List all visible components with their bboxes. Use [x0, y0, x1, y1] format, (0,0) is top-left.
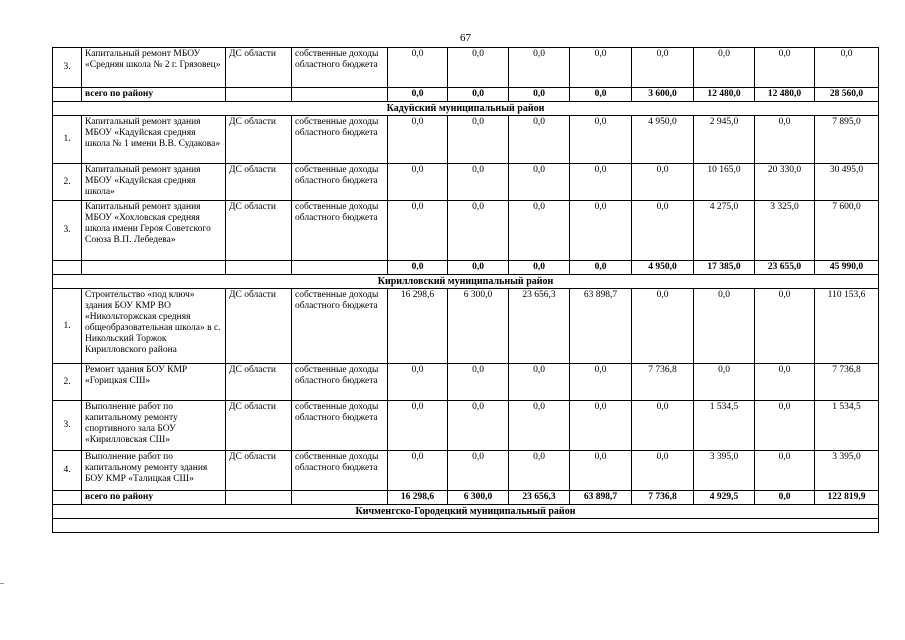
value-cell: 3 325,0: [755, 201, 815, 261]
value-cell: 0,0: [815, 48, 879, 88]
value-cell: 0,0: [388, 401, 448, 451]
funding-source: собственные доходы областного бюджета: [292, 48, 388, 88]
value-cell: 7 600,0: [815, 201, 879, 261]
row-number: 2.: [53, 364, 82, 401]
value-cell: 0,0: [694, 364, 755, 401]
value-cell: 0,0: [509, 364, 570, 401]
value-cell: 1 534,5: [694, 401, 755, 451]
funding-source: собственные доходы областного бюджета: [292, 116, 388, 164]
customer-cell: ДС области: [226, 364, 292, 401]
spacer-cell: [292, 491, 388, 505]
item-row: [53, 201, 879, 261]
object-name: Выполнение работ по капитальному ремонту спортивного зала БОУ «Кирилловская СШ»: [82, 401, 226, 451]
customer-cell: ДС области: [226, 48, 292, 88]
total-value-cell: 0,0: [509, 261, 570, 275]
object-name: Строительство «под ключ» здания БОУ КМР ВО «Никольторжская средняя общеобразовательная школа» в с. Никольский Торжок Кирилловского района: [82, 289, 226, 364]
value-cell: 0,0: [755, 48, 815, 88]
value-cell: 0,0: [755, 289, 815, 364]
value-cell: 0,0: [448, 451, 509, 491]
value-cell: 0,0: [570, 48, 632, 88]
value-cell: 0,0: [694, 48, 755, 88]
row-number: 3.: [53, 401, 82, 451]
spacer-cell: [53, 261, 82, 275]
value-cell: 7 736,8: [815, 364, 879, 401]
spacer-cell: [292, 261, 388, 275]
spacer-cell: [292, 88, 388, 102]
value-cell: 0,0: [755, 451, 815, 491]
value-cell: 0,0: [509, 451, 570, 491]
value-cell: 0,0: [509, 401, 570, 451]
spacer-cell: [226, 491, 292, 505]
total-value-cell: 0,0: [388, 88, 448, 102]
district-heading: Кадуйский муниципальный район: [53, 102, 879, 116]
value-cell: 3 395,0: [815, 451, 879, 491]
total-value-cell: 0,0: [448, 261, 509, 275]
total-row: [53, 491, 879, 505]
value-cell: 30 495,0: [815, 164, 879, 201]
item-row: [53, 401, 879, 451]
row-number: 3.: [53, 48, 82, 88]
item-row: [53, 451, 879, 491]
total-value-cell: 23 655,0: [755, 261, 815, 275]
value-cell: 7 736,8: [632, 364, 694, 401]
district-row: [53, 505, 879, 519]
object-name: Ремонт здания БОУ КМР «Горицкая СШ»: [82, 364, 226, 401]
total-value-cell: 0,0: [755, 491, 815, 505]
total-value-cell: 28 560,0: [815, 88, 879, 102]
value-cell: 0,0: [570, 116, 632, 164]
value-cell: 0,0: [755, 364, 815, 401]
district-heading: Кирилловский муниципальный район: [53, 275, 879, 289]
value-cell: 0,0: [448, 164, 509, 201]
value-cell: 0,0: [755, 116, 815, 164]
total-value-cell: 45 990,0: [815, 261, 879, 275]
value-cell: 0,0: [570, 164, 632, 201]
total-value-cell: 12 480,0: [755, 88, 815, 102]
customer-cell: ДС области: [226, 201, 292, 261]
spacer-cell: [53, 491, 82, 505]
value-cell: 0,0: [509, 116, 570, 164]
spacer-cell: [53, 88, 82, 102]
district-heading: Кичменгско-Городецкий муниципальный район: [53, 505, 879, 519]
budget-table: [52, 47, 879, 533]
value-cell: 0,0: [694, 289, 755, 364]
total-label: [82, 261, 226, 275]
value-cell: 0,0: [570, 451, 632, 491]
object-name: Капитальный ремонт здания МБОУ «Хохловская средняя школа имени Героя Советского Союза В.П. Лебедева»: [82, 201, 226, 261]
value-cell: 0,0: [632, 451, 694, 491]
value-cell: 0,0: [388, 451, 448, 491]
value-cell: 0,0: [632, 289, 694, 364]
customer-cell: ДС области: [226, 451, 292, 491]
value-cell: 6 300,0: [448, 289, 509, 364]
value-cell: 0,0: [632, 48, 694, 88]
total-row: [53, 261, 879, 275]
object-name: Капитальный ремонт здания МБОУ «Кадуйская средняя школа»: [82, 164, 226, 201]
value-cell: 0,0: [448, 364, 509, 401]
value-cell: 0,0: [509, 164, 570, 201]
row-number: 1.: [53, 289, 82, 364]
value-cell: 0,0: [388, 364, 448, 401]
blank-row: [53, 519, 879, 533]
value-cell: 16 298,6: [388, 289, 448, 364]
value-cell: 0,0: [448, 116, 509, 164]
value-cell: 3 395,0: [694, 451, 755, 491]
value-cell: 0,0: [388, 164, 448, 201]
value-cell: 20 330,0: [755, 164, 815, 201]
total-value-cell: 0,0: [448, 88, 509, 102]
total-row: [53, 88, 879, 102]
value-cell: 7 895,0: [815, 116, 879, 164]
value-cell: 23 656,3: [509, 289, 570, 364]
total-value-cell: 17 385,0: [694, 261, 755, 275]
total-value-cell: 23 656,3: [509, 491, 570, 505]
object-name: Выполнение работ по капитальному ремонту здания БОУ КМР «Талицкая СШ»: [82, 451, 226, 491]
total-value-cell: 7 736,8: [632, 491, 694, 505]
total-value-cell: 6 300,0: [448, 491, 509, 505]
value-cell: 4 950,0: [632, 116, 694, 164]
total-value-cell: 0,0: [509, 88, 570, 102]
funding-source: собственные доходы областного бюджета: [292, 289, 388, 364]
value-cell: 0,0: [388, 116, 448, 164]
page-number: 67: [460, 32, 471, 44]
margin-mark: _: [0, 576, 4, 585]
spacer-cell: [226, 88, 292, 102]
value-cell: 10 165,0: [694, 164, 755, 201]
district-row: [53, 275, 879, 289]
item-row: [53, 364, 879, 401]
customer-cell: ДС области: [226, 116, 292, 164]
value-cell: 0,0: [632, 164, 694, 201]
value-cell: 110 153,6: [815, 289, 879, 364]
row-number: 1.: [53, 116, 82, 164]
value-cell: 0,0: [570, 201, 632, 261]
value-cell: 0,0: [755, 401, 815, 451]
district-row: [53, 102, 879, 116]
total-value-cell: 122 819,9: [815, 491, 879, 505]
funding-source: собственные доходы областного бюджета: [292, 401, 388, 451]
value-cell: 0,0: [388, 201, 448, 261]
value-cell: 0,0: [509, 48, 570, 88]
value-cell: 0,0: [388, 48, 448, 88]
value-cell: 0,0: [570, 401, 632, 451]
item-row: [53, 116, 879, 164]
object-name: Капитальный ремонт здания МБОУ «Кадуйская средняя школа № 1 имени В.В. Судакова»: [82, 116, 226, 164]
value-cell: 63 898,7: [570, 289, 632, 364]
total-value-cell: 4 950,0: [632, 261, 694, 275]
item-row: [53, 164, 879, 201]
total-value-cell: 16 298,6: [388, 491, 448, 505]
total-value-cell: 63 898,7: [570, 491, 632, 505]
total-label: всего по району: [82, 88, 226, 102]
customer-cell: ДС области: [226, 401, 292, 451]
total-value-cell: 0,0: [570, 261, 632, 275]
item-row: [53, 48, 879, 88]
total-value-cell: 4 929,5: [694, 491, 755, 505]
value-cell: 0,0: [509, 201, 570, 261]
row-number: 3.: [53, 201, 82, 261]
value-cell: 4 275,0: [694, 201, 755, 261]
value-cell: 0,0: [632, 401, 694, 451]
value-cell: 0,0: [570, 364, 632, 401]
total-value-cell: 12 480,0: [694, 88, 755, 102]
total-value-cell: 0,0: [388, 261, 448, 275]
value-cell: 1 534,5: [815, 401, 879, 451]
blank-cell: [53, 519, 879, 533]
value-cell: 0,0: [632, 201, 694, 261]
funding-source: собственные доходы областного бюджета: [292, 364, 388, 401]
value-cell: 0,0: [448, 201, 509, 261]
customer-cell: ДС области: [226, 289, 292, 364]
row-number: 4.: [53, 451, 82, 491]
value-cell: 2 945,0: [694, 116, 755, 164]
funding-source: собственные доходы областного бюджета: [292, 164, 388, 201]
spacer-cell: [226, 261, 292, 275]
total-label: всего по району: [82, 491, 226, 505]
item-row: [53, 289, 879, 364]
row-number: 2.: [53, 164, 82, 201]
funding-source: собственные доходы областного бюджета: [292, 201, 388, 261]
total-value-cell: 0,0: [570, 88, 632, 102]
object-name: Капитальный ремонт МБОУ «Средняя школа № 2 г. Грязовец»: [82, 48, 226, 88]
value-cell: 0,0: [448, 48, 509, 88]
customer-cell: ДС области: [226, 164, 292, 201]
funding-source: собственные доходы областного бюджета: [292, 451, 388, 491]
value-cell: 0,0: [448, 401, 509, 451]
total-value-cell: 3 600,0: [632, 88, 694, 102]
